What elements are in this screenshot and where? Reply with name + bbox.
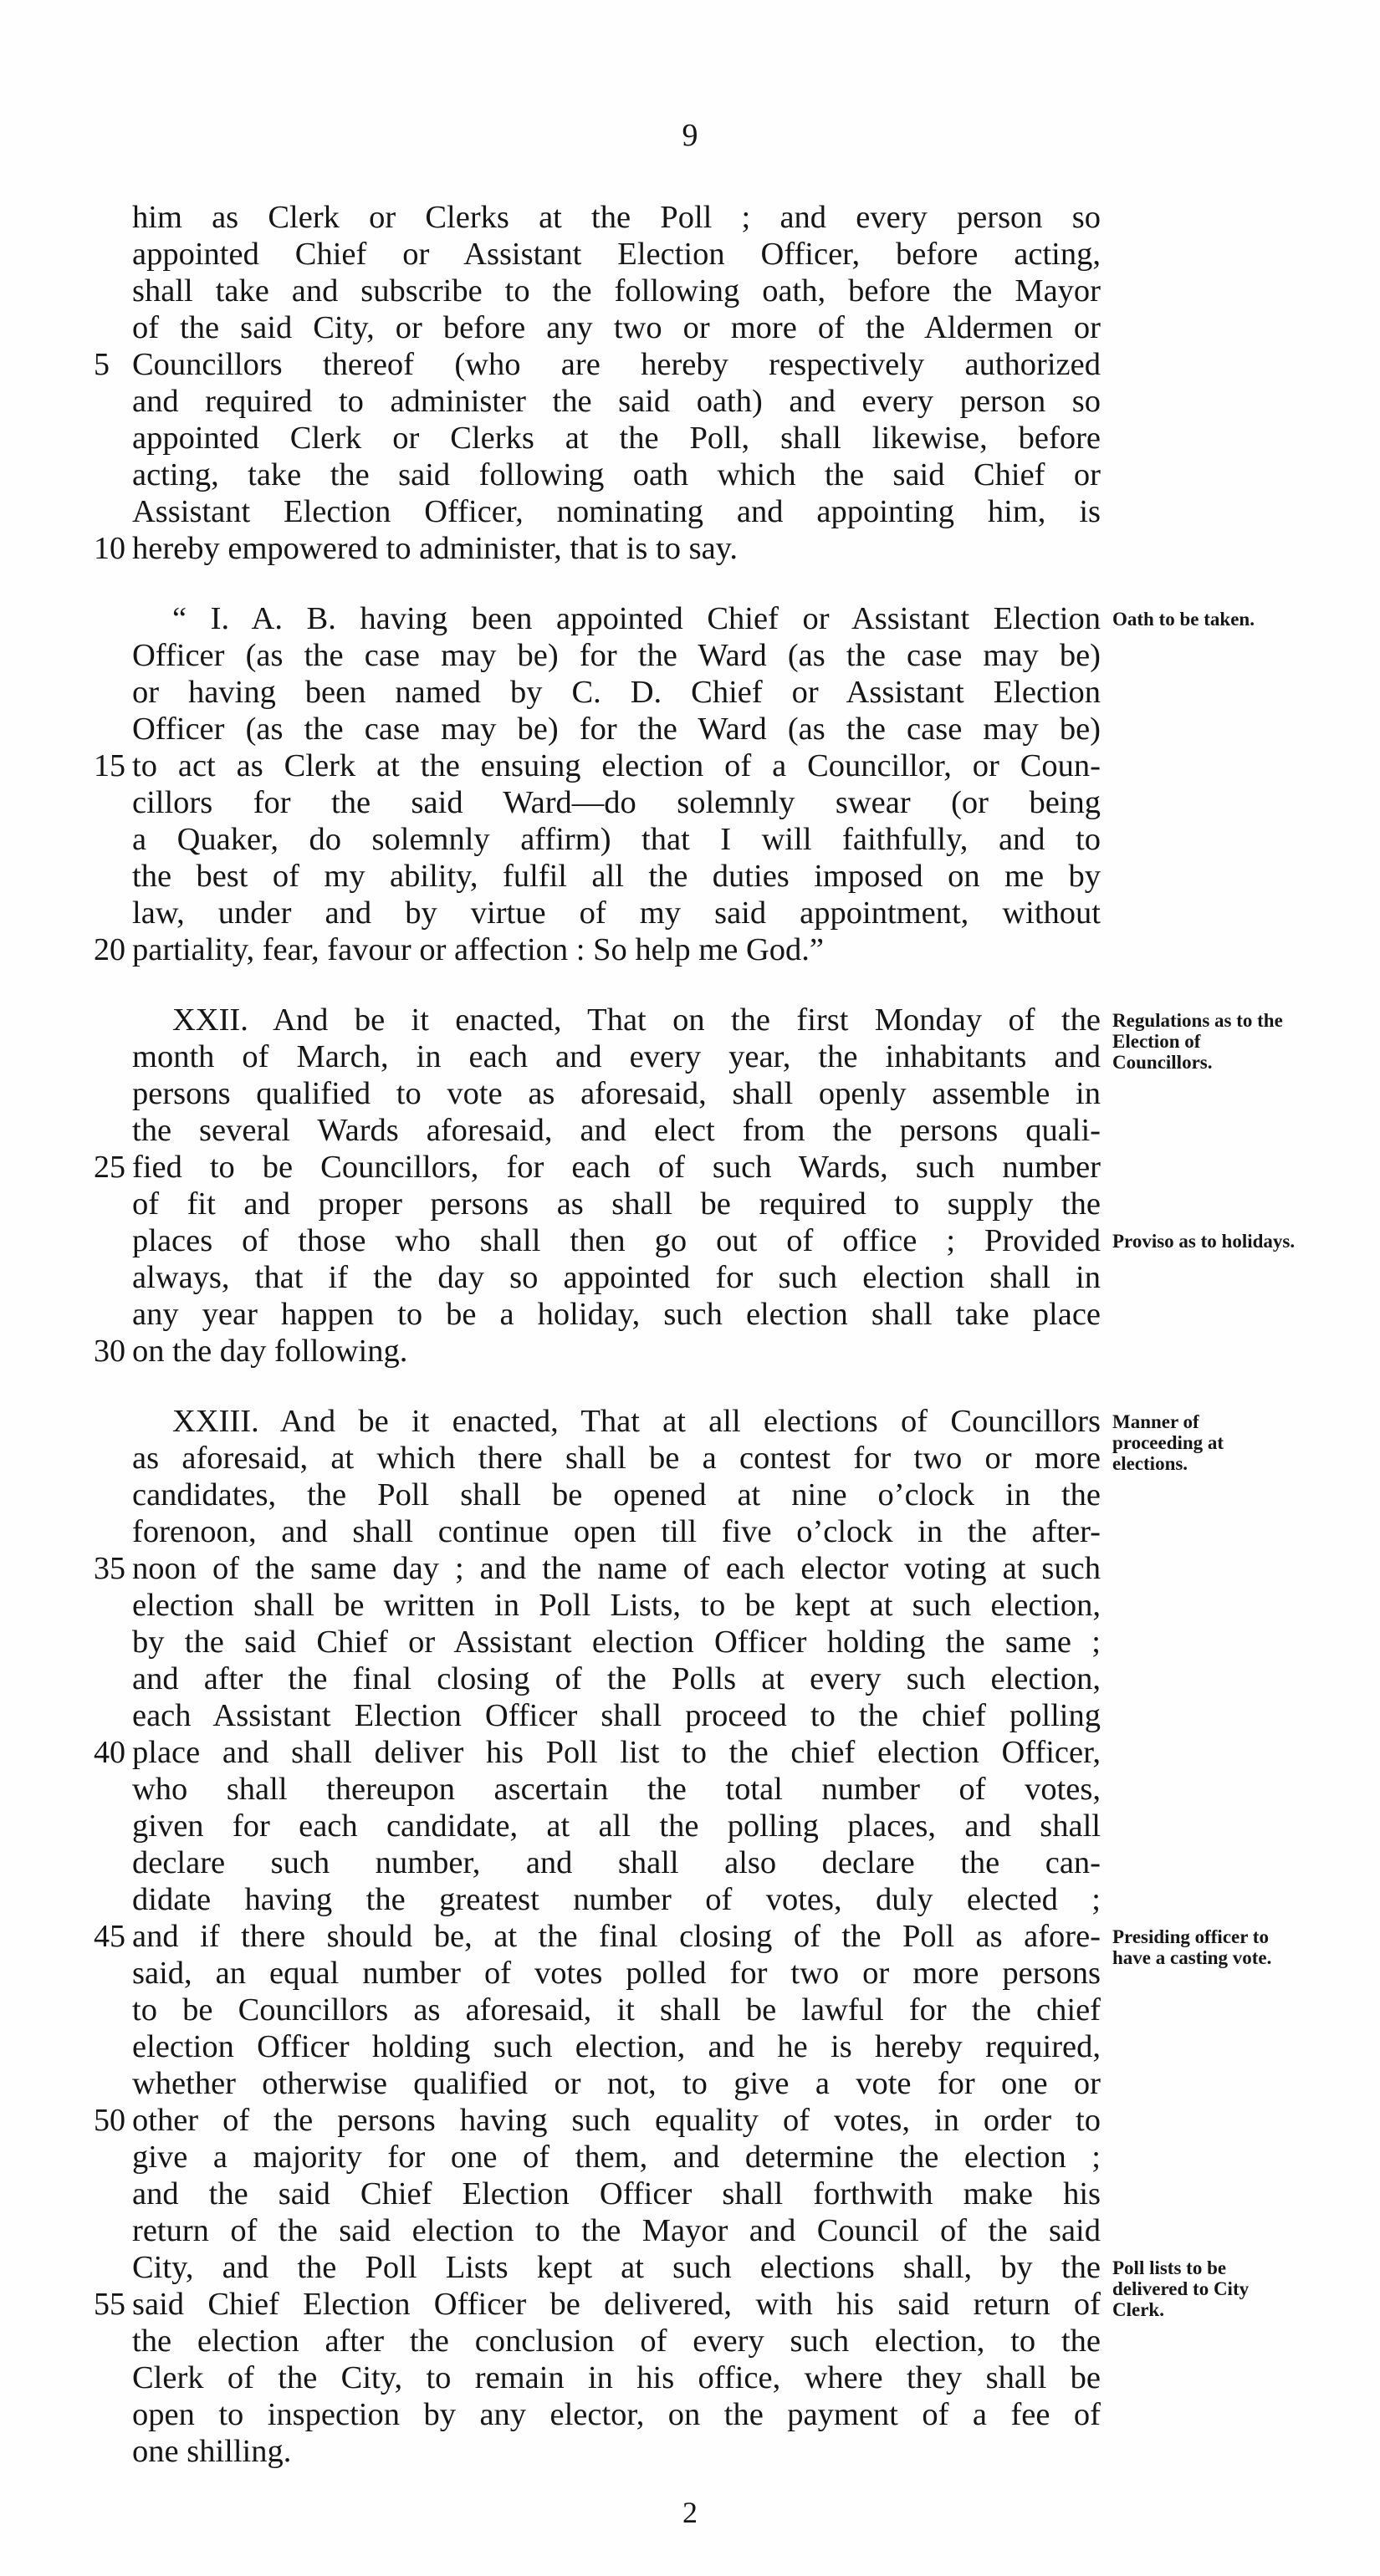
text-line: election shall be written in Poll Lists, to be kept at such election, xyxy=(132,1588,1101,1623)
text-line: to act as Clerk at the ensuing election of a Councillor, or Coun- xyxy=(132,748,1101,783)
text-line: of the said City, or before any two or more of the Aldermen or xyxy=(132,310,1101,345)
text-line: a Quaker, do solemnly affirm) that I will faithfully, and to xyxy=(132,822,1101,857)
text-line: didate having the greatest number of votes, duly elected ; xyxy=(132,1882,1101,1917)
text-line: Councillors thereof (who are hereby respectively authorized xyxy=(132,347,1101,382)
text-line: places of those who shall then go out of office ; Provided xyxy=(132,1223,1101,1258)
text-line: always, that if the day so appointed for such election shall in xyxy=(132,1260,1101,1295)
text-line: to be Councillors as aforesaid, it shall be lawful for the chief xyxy=(132,1992,1101,2028)
text-line: give a majority for one of them, and determine the election ; xyxy=(132,2140,1101,2175)
text-line: Clerk of the City, to remain in his office, where they shall be xyxy=(132,2360,1101,2395)
text-line: whether otherwise qualified or not, to give a vote for one or xyxy=(132,2066,1101,2101)
text-line: the best of my ability, fulfil all the duties imposed on me by xyxy=(132,859,1101,894)
text-line: the election after the conclusion of every such election, to the xyxy=(132,2324,1101,2359)
text-line: forenoon, and shall continue open till five o’clock in the after- xyxy=(132,1514,1101,1549)
text-line: said Chief Election Officer be delivered, with his said return of xyxy=(132,2287,1101,2322)
text-line: Officer (as the case may be) for the Ward (as the case may be) xyxy=(132,638,1101,673)
line-number: 25 xyxy=(94,1150,125,1185)
text-line: noon of the same day ; and the name of each elector voting at such xyxy=(132,1551,1101,1586)
text-line: one shilling. xyxy=(132,2434,292,2469)
text-line: said, an equal number of votes polled for two or more persons xyxy=(132,1956,1101,1991)
text-line: Officer (as the case may be) for the Ward (as the case may be) xyxy=(132,712,1101,747)
text-line: appointed Chief or Assistant Election Officer, before acting, xyxy=(132,237,1101,272)
text-line: persons qualified to vote as aforesaid, shall openly assemble in xyxy=(132,1076,1101,1111)
text-line: election Officer holding such election, and he is hereby required, xyxy=(132,2029,1101,2064)
text-line: any year happen to be a holiday, such election shall take place xyxy=(132,1297,1101,1332)
text-line: candidates, the Poll shall be opened at nine o’clock in the xyxy=(132,1477,1101,1512)
text-line: acting, take the said following oath which the said Chief or xyxy=(132,457,1101,492)
text-line: month of March, in each and every year, the inhabitants and xyxy=(132,1039,1101,1074)
text-line: and the said Chief Election Officer shall forthwith make his xyxy=(132,2176,1101,2211)
text-line: the several Wards aforesaid, and elect from the persons quali- xyxy=(132,1113,1101,1148)
line-number: 45 xyxy=(94,1919,125,1954)
text-line: City, and the Poll Lists kept at such elections shall, by the xyxy=(132,2250,1101,2285)
text-line: and required to administer the said oath) and every person so xyxy=(132,384,1101,419)
text-line: open to inspection by any elector, on the payment of a fee of xyxy=(132,2397,1101,2432)
margin-note: Proviso as to holidays. xyxy=(1112,1231,1296,1252)
text-line: other of the persons having such equality of votes, in order to xyxy=(132,2103,1101,2138)
line-number: 10 xyxy=(94,531,125,566)
text-line: declare such number, and shall also declare the can- xyxy=(132,1845,1101,1880)
text-line: each Assistant Election Officer shall proceed to the chief polling xyxy=(132,1698,1101,1733)
line-number: 30 xyxy=(94,1334,125,1369)
line-number: 55 xyxy=(94,2287,125,2322)
line-number: 40 xyxy=(94,1735,125,1770)
text-line: cillors for the said Ward—do solemnly swear (or being xyxy=(132,785,1101,820)
margin-note: Poll lists to be delivered to City Clerk. xyxy=(1112,2257,1250,2320)
text-line: appointed Clerk or Clerks at the Poll, shall likewise, before xyxy=(132,421,1101,456)
text-line: partiality, fear, favour or affection : So help me God.” xyxy=(132,932,824,967)
line-number: 5 xyxy=(94,347,110,382)
line-number: 50 xyxy=(94,2103,125,2138)
text-line: law, under and by virtue of my said appointment, without xyxy=(132,895,1101,931)
text-line: XXIII. And be it enacted, That at all elections of Councillors xyxy=(172,1404,1101,1439)
text-line: XXII. And be it enacted, That on the first Monday of the xyxy=(172,1002,1101,1038)
line-number: 20 xyxy=(94,932,125,967)
text-line: by the said Chief or Assistant election Officer holding the same ; xyxy=(132,1625,1101,1660)
text-line: and after the final closing of the Polls at every such election, xyxy=(132,1661,1101,1696)
text-line: and if there should be, at the final closing of the Poll as afore- xyxy=(132,1919,1101,1954)
text-line: or having been named by C. D. Chief or Assistant Election xyxy=(132,675,1101,710)
margin-note: Oath to be taken. xyxy=(1112,609,1255,630)
page-number: 9 xyxy=(682,118,698,153)
text-line: as aforesaid, at which there shall be a contest for two or more xyxy=(132,1441,1101,1476)
margin-note: Manner of proceeding at elections. xyxy=(1112,1411,1224,1474)
text-line: on the day following. xyxy=(132,1334,408,1369)
margin-note: Presiding officer to have a casting vote. xyxy=(1112,1926,1272,1968)
line-number: 35 xyxy=(94,1551,125,1586)
text-line: shall take and subscribe to the following oath, before the Mayor xyxy=(132,273,1101,309)
text-line: of fit and proper persons as shall be required to supply the xyxy=(132,1186,1101,1222)
text-line: given for each candidate, at all the polling places, and shall xyxy=(132,1808,1101,1844)
text-line: return of the said election to the Mayor and Council of the said xyxy=(132,2213,1101,2248)
text-line: hereby empowered to administer, that is to say. xyxy=(132,531,739,566)
signature-mark: 2 xyxy=(682,2496,698,2529)
line-number: 15 xyxy=(94,748,125,783)
text-line: place and shall deliver his Poll list to the chief election Officer, xyxy=(132,1735,1101,1770)
margin-note: Regulations as to the Election of Councillors. xyxy=(1112,1010,1283,1073)
text-line: fied to be Councillors, for each of such Wards, such number xyxy=(132,1150,1101,1185)
text-line: “ I. A. B. having been appointed Chief or Assistant Election xyxy=(172,601,1101,636)
text-line: who shall thereupon ascertain the total number of votes, xyxy=(132,1772,1101,1807)
text-line: Assistant Election Officer, nominating and appointing him, is xyxy=(132,494,1101,529)
text-line: him as Clerk or Clerks at the Poll ; and every person so xyxy=(132,200,1101,235)
